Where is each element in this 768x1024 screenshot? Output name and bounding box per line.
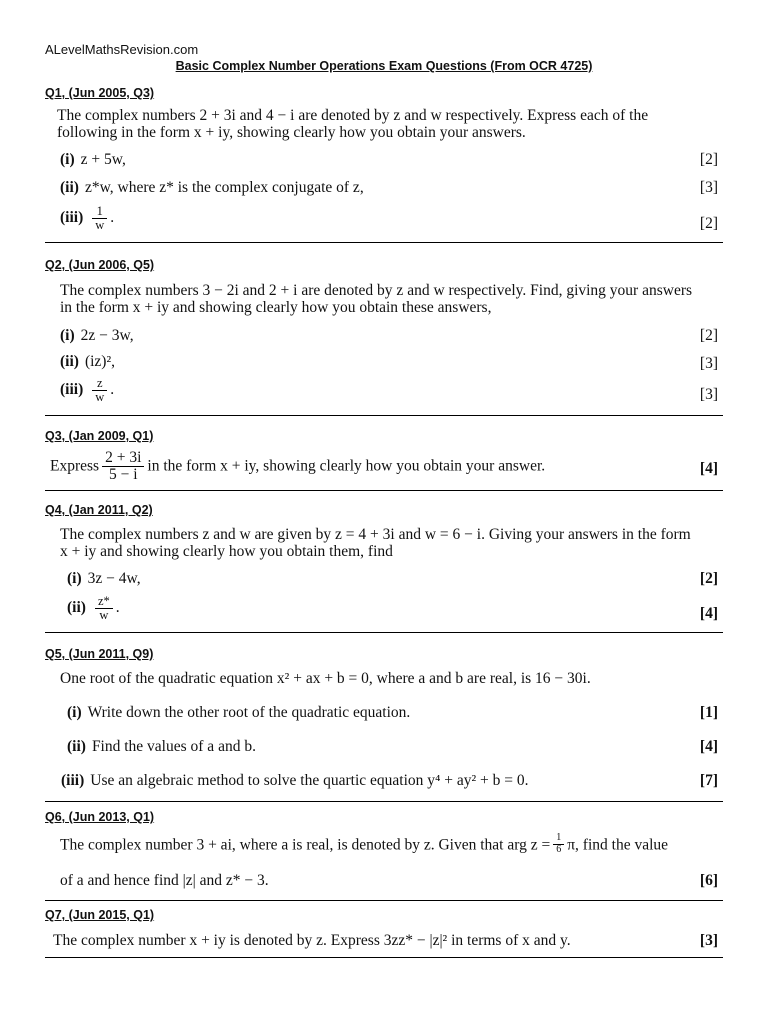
q3-heading: Q3, (Jan 2009, Q1) [45,429,154,443]
divider [45,242,723,243]
q1-stem-line2: following in the form x + iy, showing clearly how you obtain your answers. [57,124,526,141]
q4-stem-line1: The complex numbers z and w are given by z = 4 + 3i and w = 6 − i. Giving your answers in the form [60,526,691,543]
q5-part-i: (i) Write down the other root of the quadratic equation. [67,704,411,721]
q5-part-ii: (ii) Find the values of a and b. [67,738,256,755]
q5-part-i-mark: [1] [699,704,718,721]
q5-part-iii-mark: [7] [699,772,718,789]
divider [45,632,723,633]
q1-part-ii: (ii) z*w, where z* is the complex conjugate of z, [60,179,364,196]
q5-part-iii: (iii) Use an algebraic method to solve the quartic equation y⁴ + ay² + b = 0. [61,772,529,789]
divider [45,415,723,416]
q3-text: Express $\frac{2 + 3i}{5 - i}$ in the form x + iy, showing clearly how you obtain your answer. [50,449,546,484]
q3-mark: [4] [699,460,718,477]
q4-part-i: (i) 3z − 4w, [67,570,141,587]
q1-part-i-mark: [2] [699,151,718,168]
q6-line1: The complex number 3 + ai, where a is real, is denoted by z. Given that arg z = $\frac{1}{6}$ π, find the value [60,832,669,855]
q4-stem-line2: x + iy and showing clearly how you obtain them, find [60,543,393,560]
q1-part-iii: (iii) $\frac{1}{w}$ . [60,204,115,233]
q1-part-iii-mark: [2] [699,215,718,232]
site-name: ALevelMathsRevision.com [45,42,199,57]
q1-heading: Q1, (Jun 2005, Q3) [45,86,155,100]
q5-heading: Q5, (Jun 2011, Q9) [45,647,154,661]
q4-part-ii: (ii) $\frac{z*}{w}$ . [67,594,120,623]
q2-part-i: (i) 2z − 3w, [60,327,134,344]
divider [45,801,723,802]
q6-mark: [6] [699,872,718,889]
divider [45,957,723,958]
q2-part-iii-mark: [3] [699,386,718,403]
q2-heading: Q2, (Jun 2006, Q5) [45,258,155,272]
q2-stem-line2: in the form x + iy and showing clearly how you obtain these answers, [60,299,492,316]
q6-heading: Q6, (Jun 2013, Q1) [45,810,155,824]
q2-part-ii-mark: [3] [699,355,718,372]
page-title: Basic Complex Number Operations Exam Questions (From OCR 4725) [175,59,593,73]
q7-text: The complex number x + iy is denoted by z. Express 3zz* − |z|² in terms of x and y. [53,932,571,949]
q4-part-ii-mark: [4] [699,605,718,622]
q1-part-i: (i) z + 5w, [60,151,126,168]
q2-part-iii: (iii) $\frac{z}{w}$ . [60,376,115,405]
q4-heading: Q4, (Jan 2011, Q2) [45,503,153,517]
q6-line2: of a and hence find |z| and z* − 3. [60,872,269,889]
q2-stem-line1: The complex numbers 3 − 2i and 2 + i are denoted by z and w respectively. Find, giving your answers [60,282,693,299]
q2-part-i-mark: [2] [699,327,718,344]
q1-stem-line1: The complex numbers 2 + 3i and 4 − i are denoted by z and w respectively. Express each of the [57,107,649,124]
q2-part-ii: (ii) (iz)², [60,353,115,370]
divider [45,490,723,491]
divider [45,900,723,901]
q7-heading: Q7, (Jun 2015, Q1) [45,908,155,922]
q4-part-i-mark: [2] [699,570,718,587]
q1-part-ii-mark: [3] [699,179,718,196]
q7-mark: [3] [699,932,718,949]
q5-stem: One root of the quadratic equation x² + ax + b = 0, where a and b are real, is 16 − 30i. [60,670,591,687]
q5-part-ii-mark: [4] [699,738,718,755]
